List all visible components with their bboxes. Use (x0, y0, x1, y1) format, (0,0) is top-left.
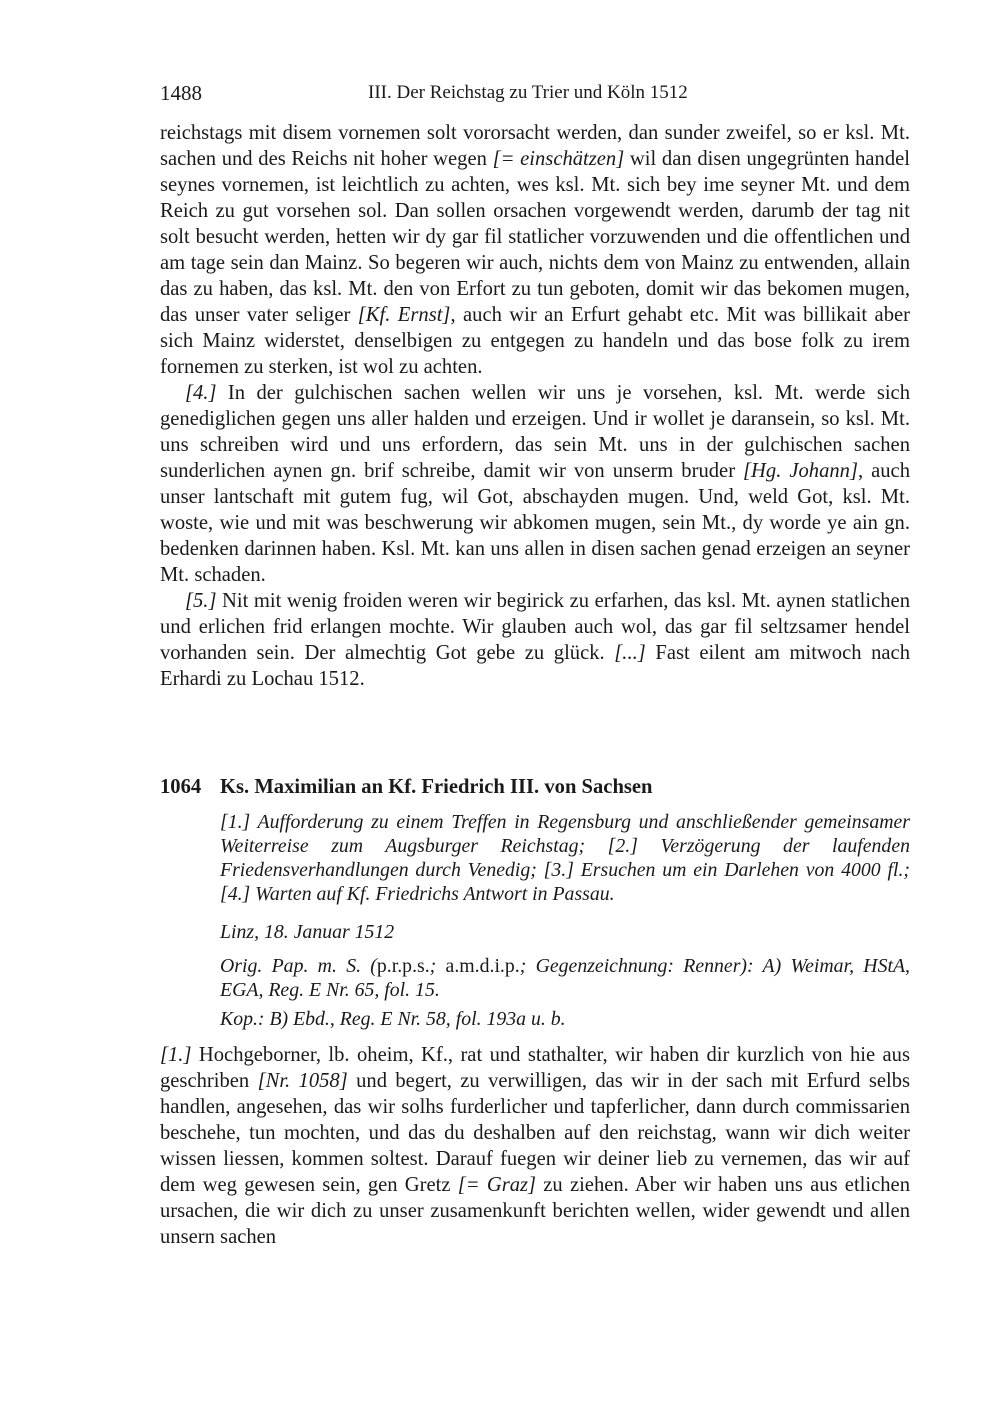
text-run: ; (429, 955, 446, 977)
page-header (160, 80, 910, 108)
editorial-note: [...] (614, 642, 646, 664)
text-run: Fast eilent am mitwoch nach Erhardi zu Lochau 1512. (160, 642, 910, 690)
text-run: und begert, zu verwilligen, das wir in der sach mit Erfurd selbs handlen, angesehen, das wir solhs furderlicher und tapferlicher, dann durch commissarien beschehe, tun mochten, und das du deshalben auf den reichstag, wann wir dich weiter wissen liessen, kommen soltest. Darauf fuegen wir deiner lieb zu vernemen, das wir auf dem weg gewesen sein, gen Gretz (160, 1070, 911, 1196)
text-run: zu ziehen. Aber wir haben uns aus etlichen ursachen, die wir dich zu unser zusamenkunft berichten wellen, wider gewendt und allen unsern sachen (160, 1174, 910, 1248)
editorial-note: [5.] (185, 590, 217, 612)
place-date: Linz, 18. Januar 1512 (220, 921, 395, 943)
editorial-note: [Kf. Ernst] (357, 304, 451, 326)
paragraph-4 (160, 380, 910, 588)
text-run: , auch wir an Erfurt gehabt etc. Mit was billikait aber sich Mainz widerstet, denselbigen zu entgegen zu handeln und das bose folk zu irem fornemen zu sterken, ist wol zu achten. (160, 304, 910, 378)
text-run: In der gulchischen sachen wellen wir uns je vorsehen, ksl. Mt. werde sich genediglichen gegen uns aller halden und erzeigen. Und ir wollet je daransein, so ksl. Mt. uns schreiben wird und uns erfordern, das sein Mt. uns in der gulchischen sachen sunderlichen aynen gn. brif schreibe, damit wir von unserm bruder (160, 382, 910, 482)
archive-original (220, 954, 910, 1002)
editorial-note: [Nr. 1058] (257, 1070, 348, 1092)
archive-copy: Kop.: B) Ebd., Reg. E Nr. 58, fol. 193a u. b. (220, 1008, 566, 1030)
editorial-note: [Hg. Johann] (743, 460, 858, 482)
document-heading (160, 773, 920, 801)
editorial-note: [= Graz] (457, 1174, 537, 1196)
page-number: 1488 (160, 81, 202, 105)
text-run: ; Gegenzeichnung: Renner): A) Weimar, HStA, EGA, Reg. E Nr. 65, fol. 15. (220, 955, 910, 1001)
continuation-text (160, 120, 910, 692)
editorial-note: [4.] (185, 382, 217, 404)
letter-body (160, 1042, 910, 1250)
text-run: [1.] Aufforderung zu einem Treffen in Regensburg und anschließender gemeinsamer Weiterreise zum Augsburger Reichstag; [2.] Verzögerung der laufenden Friedensverhandlungen durch Venedig; [3.] Ersuchen um ein Darlehen von 4000 fl.; [4.] Warten auf Kf. Friedrichs Antwort in Passau. (220, 811, 910, 905)
document-title: Ks. Maximilian an Kf. Friedrich III. von Sachsen (220, 776, 653, 798)
document-regest (220, 810, 910, 906)
editorial-note: [= einschätzen] (492, 148, 625, 170)
text-run: reichstags mit disem vornemen solt vororsacht werden, dan sunder zweifel, so er ksl. Mt. sachen und des Reichs nit hoher wegen (160, 122, 910, 170)
editorial-note: [1.] (160, 1044, 192, 1066)
text-run: p.r.p.s. (376, 955, 430, 977)
text-run: Nit mit wenig froiden weren wir begirick zu erfarhen, das ksl. Mt. aynen statlichen und erlichen frid erlangen mochte. Wir glauben auch wol, das gar fil seltzsamer hendel vorhanden sein. Der almechtig Got gebe zu glück. (160, 590, 910, 664)
paragraph-continuation (160, 120, 910, 380)
text-run: wil dan disen ungegrünten handel seynes vornemen, ist leichtlich zu achten, wes ksl. Mt. sich bey ime seyner Mt. und dem Reich zu gut vorsehen sol. Dan sollen orsachen vorgewendt werden, darumb der tag nit solt besucht werden, hetten wir dy gar fil statlicher vorzuwenden und die offentlichen und am tage sein dan Mainz. So begeren wir auch, nichts dem von Mainz zu entwenden, allain das zu haben, das ksl. Mt. den von Erfort zu tun geboten, domit wir das bekomen mugen, das unser vater seliger (160, 148, 910, 326)
document-number: 1064 (160, 776, 202, 798)
paragraph-5 (160, 588, 910, 692)
text-run: , auch unser lantschaft mit gutem fug, wil Got, abschayden mugen. Und, weld Got, ksl. Mt. woste, wie und mit was beschwerung wir abkomen mugen, sein Mt., dy worde ye ain gn. bedenken darinnen haben. Ksl. Mt. kan uns allen in disen sachen genad erzeigen an seyner Mt. schaden. (160, 460, 910, 586)
text-run: a.m.d.i.p. (445, 955, 520, 977)
running-title: III. Der Reichstag zu Trier und Köln 1512 (368, 82, 688, 103)
paragraph-1 (160, 1042, 910, 1250)
text-run: Orig. Pap. m. S. ( (220, 955, 377, 977)
text-run: Hochgeborner, lb. oheim, Kf., rat und stathalter, wir haben dir kurzlich von hie aus geschriben (160, 1044, 910, 1092)
